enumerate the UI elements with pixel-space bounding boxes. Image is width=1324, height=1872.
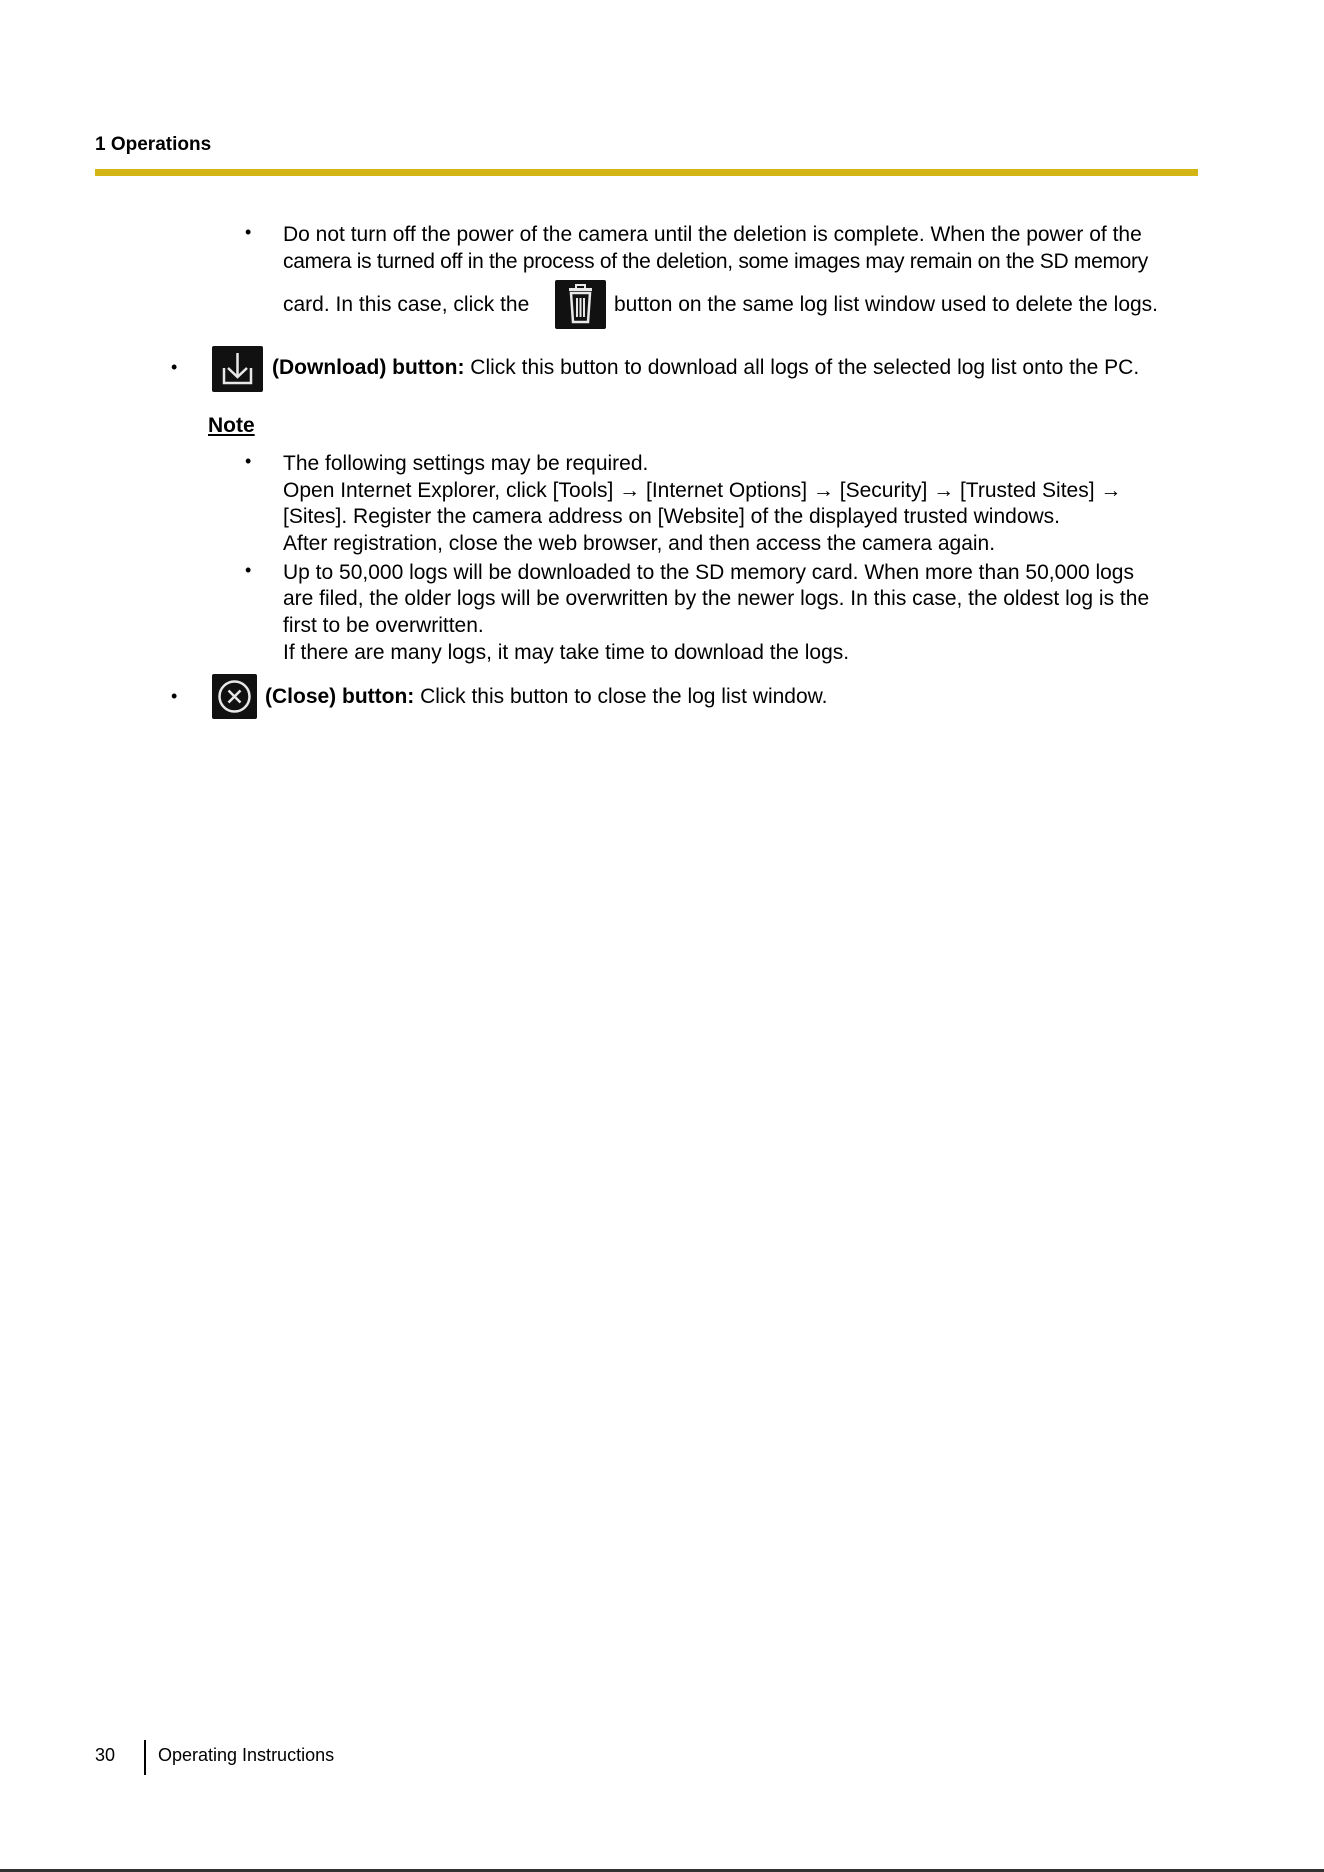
bullet: • [171,686,178,706]
note-item-1-line-1: The following settings may be required. [283,452,649,475]
close-item-text [265,685,828,709]
note-item-2-line-3: first to be overwritten. [283,614,484,637]
download-icon [212,346,263,392]
note-item-2-line-2: are filed, the older logs will be overwritten by the newer logs. In this case, the oldest log is the [283,587,1150,610]
note-item-1-line-3: [Sites]. Register the camera address on [Website] of the displayed trusted windows. [283,505,1060,528]
footer-divider [144,1740,146,1775]
header-rule [95,169,1198,176]
note-item-2-line-1: Up to 50,000 logs will be downloaded to the SD memory card. When more than 50,000 logs [283,561,1134,584]
note-item-1-line-4: After registration, close the web browser, and then access the camera again. [283,532,996,555]
bullet: • [245,222,252,242]
deletion-note-line-2: camera is turned off in the process of the deletion, some images may remain on the SD memory [283,250,1148,273]
download-label: (Download) button: [272,356,465,379]
bullet: • [245,560,252,580]
close-label: (Close) button: [265,685,415,708]
section-title: 1 Operations [95,134,212,155]
note-item-1-line-2: Open Internet Explorer, click [Tools] → [Internet Options] → [Security] → [Trusted Sites] → [283,479,1122,502]
trash-icon [555,280,606,329]
bullet: • [171,357,178,377]
note-heading: Note [208,414,255,437]
download-item-text [272,356,1139,380]
footer-label: Operating Instructions [158,1745,335,1765]
deletion-note-line-3b: button on the same log list window used to delete the logs. [614,293,1159,316]
close-circle-icon [212,674,257,719]
deletion-note-line-3a: card. In this case, click the [283,293,530,316]
bullet: • [245,451,252,471]
note-item-2-line-4: If there are many logs, it may take time to download the logs. [283,641,850,664]
deletion-note-line-1: Do not turn off the power of the camera until the deletion is complete. When the power of the [283,223,1142,246]
download-description: Click this button to download all logs of the selected log list onto the PC. [470,356,1140,379]
page-number: 30 [95,1745,116,1765]
close-description: Click this button to close the log list window. [420,685,828,708]
